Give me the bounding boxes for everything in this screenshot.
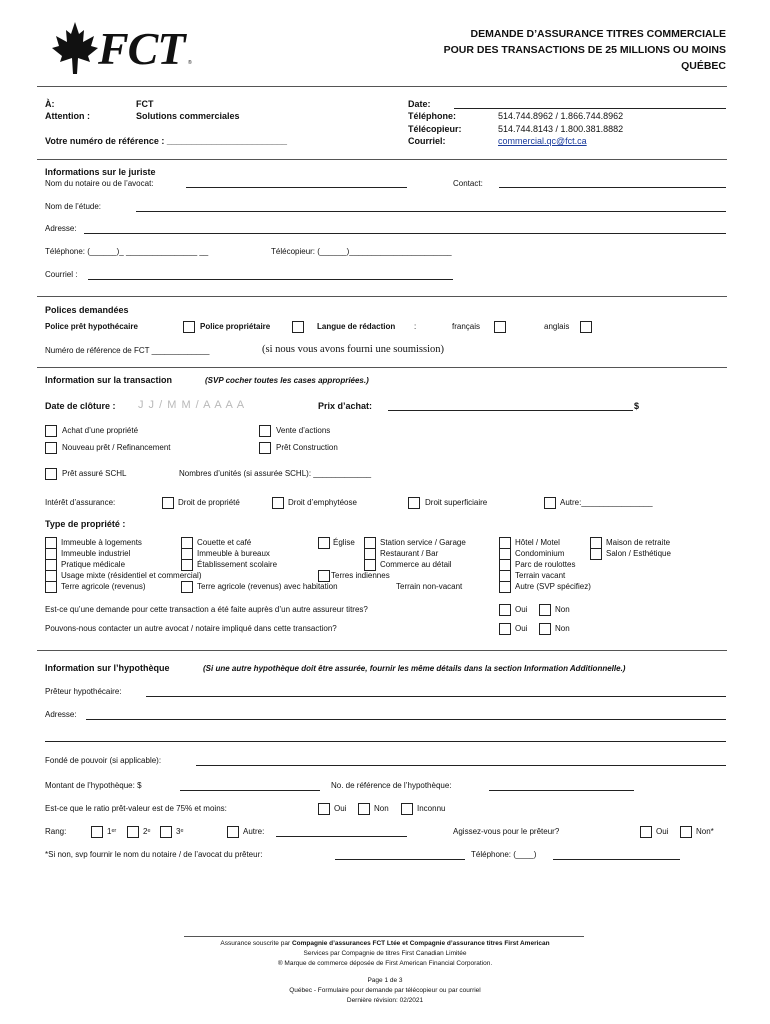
unknown-label: Inconnu bbox=[417, 804, 446, 813]
property-checkbox[interactable] bbox=[590, 548, 602, 560]
lender-phone-label: Téléphone: (____) bbox=[471, 850, 537, 859]
attention-value: Solutions commerciales bbox=[136, 111, 240, 121]
footer-underwriter-names: Compagnie d’assurances FCT Ltée et Compagnie d’assurance titres First American bbox=[291, 940, 550, 947]
form-title bbox=[444, 26, 726, 74]
lender-notary-label: *Si non, svp fournir le nom du notaire / de l’avocat du prêteur: bbox=[45, 850, 263, 859]
rank-3-checkbox[interactable] bbox=[160, 826, 172, 838]
property-type-title: Type de propriété : bbox=[45, 519, 126, 529]
rank-2-checkbox[interactable] bbox=[127, 826, 139, 838]
yes-label: Oui bbox=[656, 827, 669, 836]
rank-1-checkbox[interactable] bbox=[91, 826, 103, 838]
contact-lawyer-yes-checkbox[interactable] bbox=[499, 623, 511, 635]
separator bbox=[37, 650, 727, 651]
ownership-checkbox[interactable] bbox=[162, 497, 174, 509]
emphyteosis-label: Droit d’emphytéose bbox=[288, 498, 357, 507]
transaction-section-title: Information sur la transaction bbox=[45, 375, 173, 385]
rank-3-label: 3ᵉ bbox=[176, 827, 184, 836]
lender-phone-field[interactable] bbox=[553, 859, 680, 860]
mortgage-ref-label: No. de référence de l’hypothèque: bbox=[331, 781, 452, 790]
schl-label: Prêt assuré SCHL bbox=[62, 469, 127, 478]
contact-lawyer-no-checkbox[interactable] bbox=[539, 623, 551, 635]
other-interest-field[interactable]: Autre:________________ bbox=[560, 498, 653, 507]
lender-label: Prêteur hypothécaire: bbox=[45, 687, 122, 696]
purchase-checkbox[interactable] bbox=[45, 425, 57, 437]
property-option-label: Terre agricole (revenus) bbox=[61, 582, 146, 591]
owner-policy-checkbox[interactable] bbox=[292, 321, 304, 333]
email-label: Courriel : bbox=[45, 270, 78, 279]
policies-section-title: Polices demandées bbox=[45, 305, 129, 315]
address-field[interactable] bbox=[84, 233, 726, 234]
property-option-label: Immeuble industriel bbox=[61, 549, 131, 558]
title-line-1: DEMANDE D’ASSURANCE TITRES COMMERCIALE bbox=[470, 28, 726, 40]
property-option-label: Terre agricole (revenus) avec habitation bbox=[197, 582, 338, 591]
form-name: Québec - Formulaire pour demande par télécopieur ou par courriel bbox=[289, 987, 481, 994]
purchase-label: Achat d’une propriété bbox=[62, 426, 139, 435]
property-checkbox[interactable] bbox=[181, 559, 193, 571]
english-label: anglais bbox=[544, 322, 570, 331]
purchase-price-label: Prix d’achat: bbox=[318, 401, 373, 411]
emphyteosis-checkbox[interactable] bbox=[272, 497, 284, 509]
fax-label: Télécopieur: bbox=[408, 124, 462, 134]
contact-lawyer-question: Pouvons-nous contacter un autre avocat / notaire impliqué dans cette transaction? bbox=[45, 624, 337, 633]
rank-other-field[interactable] bbox=[276, 836, 407, 837]
language-label: Langue de rédaction bbox=[317, 322, 396, 331]
contact-label: Contact: bbox=[453, 179, 483, 188]
ownership-label: Droit de propriété bbox=[178, 498, 240, 507]
other-insurer-yes-checkbox[interactable] bbox=[499, 604, 511, 616]
property-option-label: Parc de roulottes bbox=[515, 560, 576, 569]
superficiary-checkbox[interactable] bbox=[408, 497, 420, 509]
fct-reference-field[interactable]: Numéro de référence de FCT _____________ bbox=[45, 346, 210, 355]
fct-logo bbox=[50, 20, 200, 76]
property-other-field[interactable]: Autre (SVP spécifiez) bbox=[515, 582, 591, 591]
firm-field[interactable] bbox=[136, 211, 726, 212]
no-label: Non bbox=[555, 624, 570, 633]
construction-loan-label: Prêt Construction bbox=[276, 443, 338, 452]
new-loan-checkbox[interactable] bbox=[45, 442, 57, 454]
mortgage-amount-field[interactable] bbox=[180, 790, 320, 791]
property-checkbox[interactable] bbox=[318, 570, 330, 582]
no-label: Non bbox=[555, 605, 570, 614]
property-option-label: Couette et café bbox=[197, 538, 252, 547]
jurist-section-title: Informations sur le juriste bbox=[45, 167, 156, 177]
french-checkbox[interactable] bbox=[494, 321, 506, 333]
owner-policy-label: Police propriétaire bbox=[200, 322, 271, 331]
mortgage-note: (Si une autre hypothèque doit être assurée, fournir les même détails dans la section Information Additionnelle.) bbox=[203, 664, 626, 673]
firm-label: Nom de l’étude: bbox=[45, 202, 102, 211]
rank-1-label: 1ᵉʳ bbox=[107, 827, 117, 836]
mortgage-amount-label: Montant de l’hypothèque: $ bbox=[45, 781, 142, 790]
closing-date-field[interactable]: J J / M M / A A A A bbox=[138, 399, 246, 411]
maple-leaf-icon bbox=[50, 20, 100, 76]
other-interest-checkbox[interactable] bbox=[544, 497, 556, 509]
language-colon: : bbox=[414, 322, 417, 331]
units-field[interactable]: Nombres d’unités (si assurée SCHL): _____________ bbox=[179, 469, 372, 478]
poa-field[interactable] bbox=[196, 765, 726, 766]
logo-text: FCT bbox=[98, 23, 185, 74]
closing-date-label: Date de clôture : bbox=[45, 401, 116, 411]
separator bbox=[37, 86, 727, 87]
property-option-label: Terrain non-vacant bbox=[396, 582, 463, 591]
property-option-label: Maison de retraite bbox=[606, 538, 671, 547]
property-option-label: Condominium bbox=[515, 549, 565, 558]
notary-label: Nom du notaire ou de l’avocat: bbox=[45, 179, 154, 188]
purchase-price-field[interactable] bbox=[388, 410, 633, 411]
footer-services: Services par Compagnie de titres First Canadian Limitée bbox=[303, 950, 467, 957]
property-option-label: Pratique médicale bbox=[61, 560, 126, 569]
no-star-label: Non* bbox=[696, 827, 714, 836]
phone-field[interactable]: Téléphone: (______)_ ________________ __ bbox=[45, 247, 209, 256]
lender-policy-label: Police prêt hypothécaire bbox=[45, 322, 138, 331]
phone-value: 514.744.8962 / 1.866.744.8962 bbox=[498, 111, 624, 121]
property-option-label: Immeuble à bureaux bbox=[197, 549, 270, 558]
reference-field[interactable]: Votre numéro de référence : ________________________ bbox=[45, 136, 287, 146]
date-field[interactable] bbox=[454, 108, 726, 109]
superficiary-label: Droit superficiaire bbox=[425, 498, 488, 507]
property-option-label: Station service / Garage bbox=[380, 538, 466, 547]
property-option-label: Hôtel / Motel bbox=[515, 538, 560, 547]
property-checkbox[interactable] bbox=[45, 581, 57, 593]
to-label: À: bbox=[45, 99, 55, 109]
property-option-label: Restaurant / Bar bbox=[380, 549, 439, 558]
registered-mark: ® bbox=[188, 60, 192, 66]
phone-label: Téléphone: bbox=[408, 111, 457, 121]
rank-other-label: Autre: bbox=[243, 827, 265, 836]
price-currency: $ bbox=[634, 401, 640, 411]
page-number: Page 1 de 3 bbox=[367, 977, 403, 984]
email-label: Courriel: bbox=[408, 136, 446, 146]
mortgage-ref-field[interactable] bbox=[489, 790, 634, 791]
other-insurer-no-checkbox[interactable] bbox=[539, 604, 551, 616]
property-checkbox[interactable] bbox=[181, 581, 193, 593]
footer-underwriter bbox=[0, 939, 770, 949]
ratio-unknown-checkbox[interactable] bbox=[401, 803, 413, 815]
title-line-2: POUR DES TRANSACTIONS DE 25 MILLIONS OU MOINS bbox=[443, 44, 726, 56]
share-sale-checkbox[interactable] bbox=[259, 425, 271, 437]
date-label: Date: bbox=[408, 99, 431, 109]
lender-notary-field[interactable] bbox=[335, 859, 465, 860]
footer bbox=[0, 939, 770, 1006]
transaction-note: (SVP cocher toutes les cases appropriées.) bbox=[205, 376, 369, 385]
email-field[interactable] bbox=[88, 279, 453, 280]
share-sale-label: Vente d’actions bbox=[276, 426, 331, 435]
fax-field[interactable]: Télécopieur: (______)_______________________ bbox=[271, 247, 452, 256]
ratio-question: Est-ce que le ratio prêt-valeur est de 75% et moins: bbox=[45, 804, 227, 813]
property-option-label: Église bbox=[333, 538, 355, 547]
rank-label: Rang: bbox=[45, 827, 67, 836]
mortgage-address-field[interactable] bbox=[86, 719, 726, 720]
notary-field[interactable] bbox=[186, 187, 407, 188]
revision-date: Dernière révision: 02/2021 bbox=[346, 997, 424, 1004]
poa-label: Fondé de pouvoir (si applicable): bbox=[45, 756, 162, 765]
fct-reference-note: (si nous vous avons fourni une soumission) bbox=[262, 344, 444, 355]
footer-underwriter-prefix: Assurance souscrite par bbox=[220, 940, 291, 947]
property-checkbox[interactable] bbox=[318, 537, 330, 549]
to-value: FCT bbox=[136, 99, 154, 109]
french-label: français bbox=[452, 322, 481, 331]
property-option-label: Usage mixte (résidentiel et commercial) bbox=[61, 571, 202, 580]
property-option-label: Terrain vacant bbox=[515, 571, 566, 580]
act-for-lender-no-checkbox[interactable] bbox=[680, 826, 692, 838]
act-for-lender-yes-checkbox[interactable] bbox=[640, 826, 652, 838]
rank-other-checkbox[interactable] bbox=[227, 826, 239, 838]
property-option-label: Terres indiennes bbox=[331, 571, 390, 580]
mortgage-section-title: Information sur l’hypothèque bbox=[45, 663, 170, 673]
address-label: Adresse: bbox=[45, 224, 77, 233]
contact-field[interactable] bbox=[499, 187, 726, 188]
property-checkbox[interactable] bbox=[499, 581, 511, 593]
schl-checkbox[interactable] bbox=[45, 468, 57, 480]
interest-label: Intérêt d’assurance: bbox=[45, 498, 116, 507]
yes-label: Oui bbox=[515, 605, 528, 614]
english-checkbox[interactable] bbox=[580, 321, 592, 333]
property-option-label: Établissement scolaire bbox=[197, 560, 278, 569]
yes-label: Oui bbox=[515, 624, 528, 633]
separator bbox=[37, 296, 727, 297]
footer-separator bbox=[184, 936, 584, 937]
separator bbox=[37, 159, 727, 160]
property-option-label: Commerce au détail bbox=[380, 560, 452, 569]
yes-label: Oui bbox=[334, 804, 347, 813]
separator bbox=[37, 367, 727, 368]
property-option-label: Immeuble à logements bbox=[61, 538, 142, 547]
lender-policy-checkbox[interactable] bbox=[183, 321, 195, 333]
rank-2-label: 2ᵉ bbox=[143, 827, 151, 836]
ratio-no-checkbox[interactable] bbox=[358, 803, 370, 815]
new-loan-label: Nouveau prêt / Refinancement bbox=[62, 443, 171, 452]
mortgage-address-field-2[interactable] bbox=[45, 741, 726, 742]
title-line-3: QUÉBEC bbox=[681, 60, 726, 72]
fax-value: 514.744.8143 / 1.800.381.8882 bbox=[498, 124, 624, 134]
mortgage-address-label: Adresse: bbox=[45, 710, 77, 719]
attention-label: Attention : bbox=[45, 111, 90, 121]
act-for-lender-question: Agissez-vous pour le prêteur? bbox=[453, 827, 560, 836]
ratio-yes-checkbox[interactable] bbox=[318, 803, 330, 815]
other-insurer-question: Est-ce qu’une demande pour cette transaction a été faite auprès d’un autre assureur titres? bbox=[45, 605, 368, 614]
property-checkbox[interactable] bbox=[364, 559, 376, 571]
no-label: Non bbox=[374, 804, 389, 813]
property-option-label: Salon / Esthétique bbox=[606, 549, 671, 558]
construction-loan-checkbox[interactable] bbox=[259, 442, 271, 454]
email-link[interactable]: commercial.qc@fct.ca bbox=[498, 136, 587, 146]
lender-field[interactable] bbox=[146, 696, 726, 697]
footer-trademark: ® Marque de commerce déposée de First American Financial Corporation. bbox=[277, 960, 493, 967]
